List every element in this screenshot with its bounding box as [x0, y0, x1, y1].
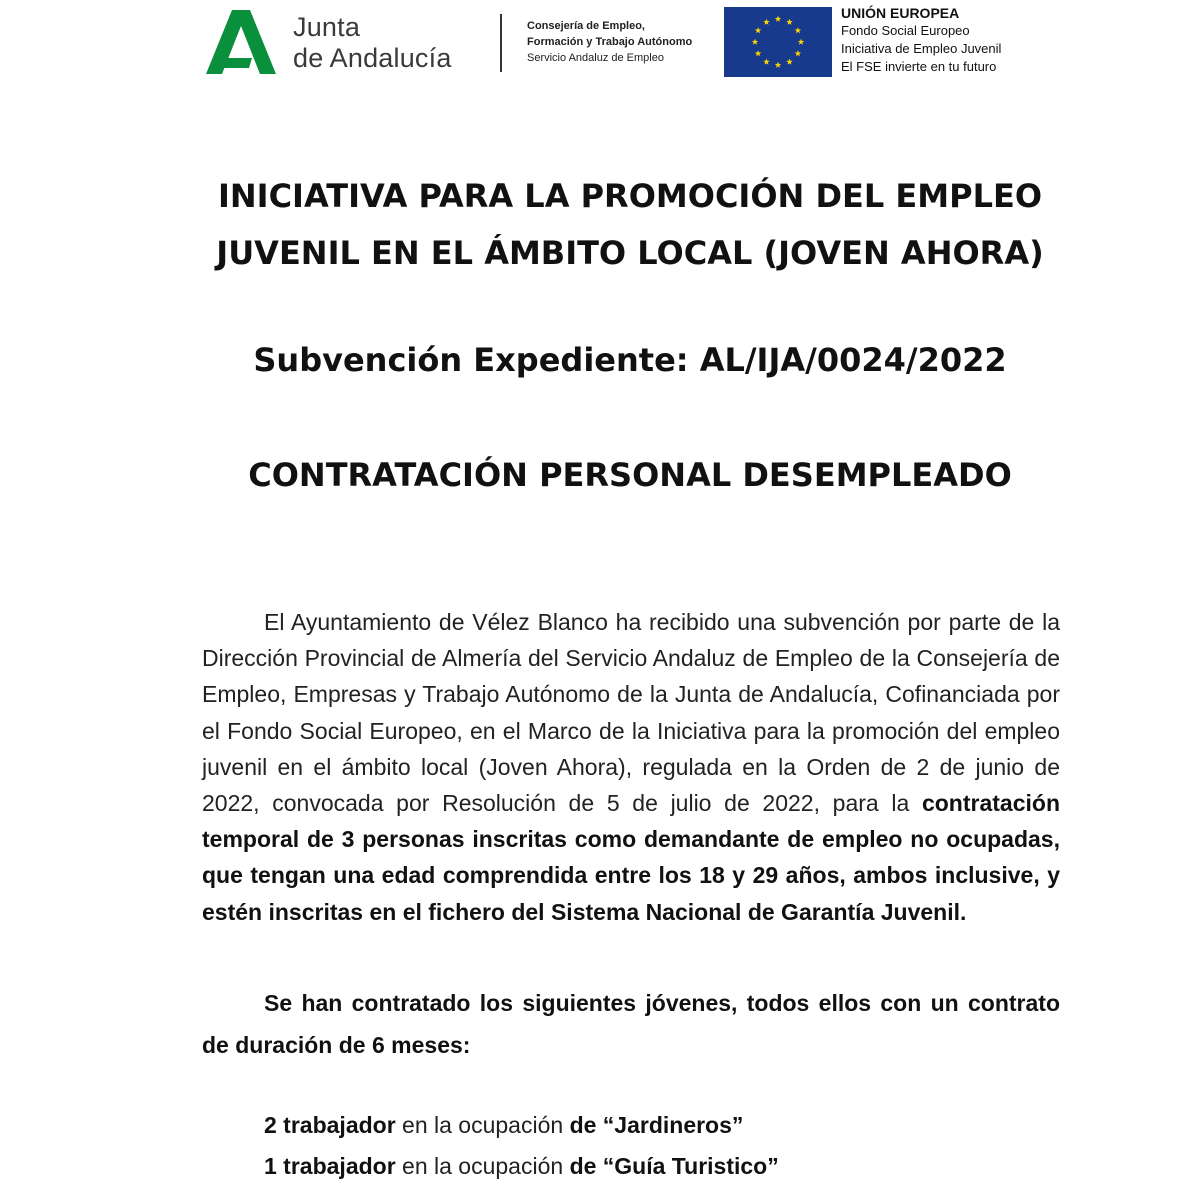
consejeria-line-2: Formación y Trabajo Autónomo: [527, 36, 693, 48]
eu-line-4: El FSE invierte en tu futuro: [841, 59, 997, 74]
header-divider: [500, 14, 502, 72]
junta-andalucia-wordmark: [293, 12, 452, 74]
worker-line-tour-guide: [264, 1146, 779, 1186]
contratacion-title: CONTRATACIÓN PERSONAL DESEMPLEADO: [248, 456, 1012, 494]
eu-flag-icon: [724, 7, 832, 77]
worker-occupation: de “Jardineros”: [569, 1112, 744, 1138]
worker-count: 2 trabajador: [264, 1112, 396, 1138]
document-header: [0, 0, 1200, 90]
subsidy-paragraph-text: El Ayuntamiento de Vélez Blanco ha recibido una subvención por parte de la Dirección Provincial de Almería del Servicio Andaluz de Empleo de la Consejería de Empleo, Empresas y Trabajo Autónomo de la Junta de Andalucía, Cofinanciada por el Fondo Social Europeo, en el Marco de la Iniciativa para la promoción del empleo juvenil en el ámbito local (Joven Ahora), regulada en la Orden de 2 de junio de 2022, convocada por Resolución de 5 de julio de 2022, para la: [202, 609, 1060, 817]
subsidy-paragraph: [202, 604, 1060, 930]
worker-count: 1 trabajador: [264, 1153, 396, 1179]
junta-andalucia-logo-icon: [205, 8, 277, 74]
expediente-title: Subvención Expediente: AL/IJA/0024/2022: [253, 341, 1007, 379]
consejeria-line-1: Consejería de Empleo,: [527, 20, 645, 32]
subsidy-paragraph-bold: contratación temporal de 3 personas inscritas como demandante de empleo no ocupadas, que tengan una edad comprendida entre los 18 y 29 años, ambos inclusive, y estén inscritas en el fichero del Sistema Nacional de Garantía Juvenil.: [202, 790, 1060, 925]
worker-line-gardeners: [264, 1105, 743, 1145]
hired-intro-paragraph: Se han contratado los siguientes jóvenes, todos ellos con un contrato de duración de 6 meses:: [202, 990, 1060, 1058]
junta-line-1: Junta: [293, 12, 361, 42]
eu-funding-block: [841, 4, 1001, 76]
main-title-line-2: JUVENIL EN EL ÁMBITO LOCAL (JOVEN AHORA): [216, 234, 1044, 272]
eu-line-3: Iniciativa de Empleo Juvenil: [841, 41, 1002, 56]
junta-line-2: de Andalucía: [293, 43, 452, 73]
main-title: [180, 168, 1080, 282]
consejeria-line-3: Servicio Andaluz de Empleo: [527, 52, 664, 64]
worker-middle: en la ocupación: [395, 1112, 570, 1138]
main-title-line-1: INICIATIVA PARA LA PROMOCIÓN DEL EMPLEO: [217, 177, 1043, 215]
consejeria-block: [527, 18, 692, 66]
eu-line-1: UNIÓN EUROPEA: [841, 5, 960, 21]
worker-occupation: de “Guía Turistico”: [569, 1153, 779, 1179]
worker-middle: en la ocupación: [395, 1153, 570, 1179]
eu-line-2: Fondo Social Europeo: [841, 23, 970, 38]
